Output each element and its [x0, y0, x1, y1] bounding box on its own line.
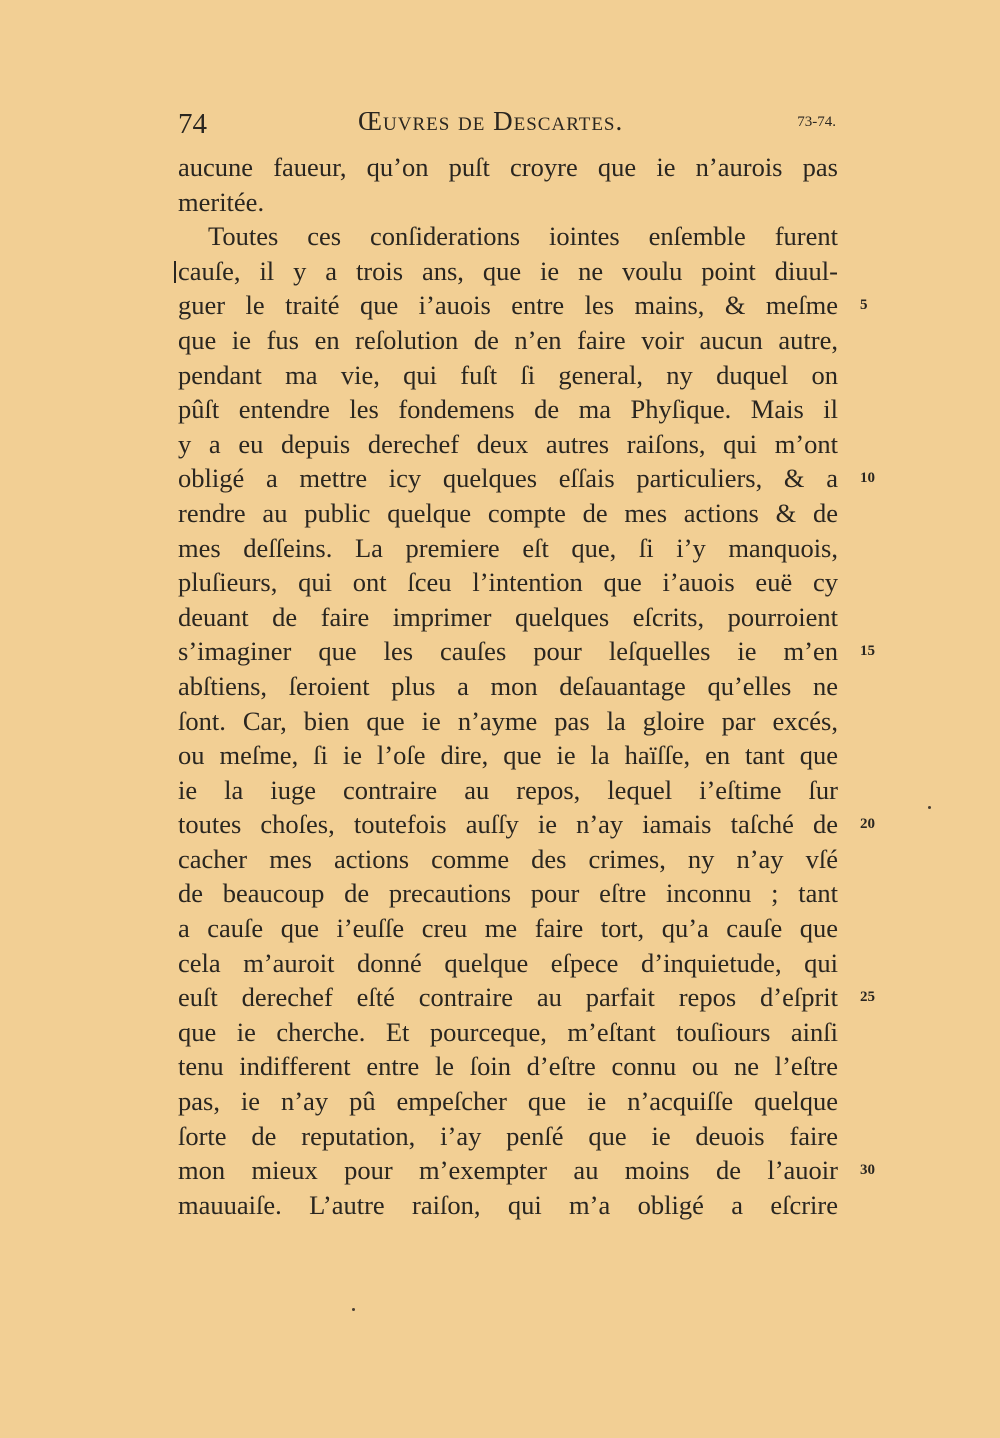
text-line: que ie fus en reſolution de n’en faire voir aucun autre,	[178, 324, 838, 355]
line-number: 5	[860, 297, 868, 314]
text-line: ſorte de reputation, i’ay penſé que ie deuois faire	[178, 1120, 838, 1151]
text-line: rendre au public quelque compte de mes actions & de	[178, 497, 838, 528]
text-line: aucune faueur, qu’on puſt croyre que ie n’aurois pas	[178, 152, 838, 182]
line-number: 30	[860, 1162, 875, 1179]
line-number: 10	[860, 470, 875, 487]
text-line: guer le traité que i’auois entre les mains, & meſme 5	[178, 288, 838, 323]
text-line: a cauſe que i’euſſe creu me faire tort, qu’a cauſe que	[178, 913, 838, 944]
text-line: meritée.	[178, 186, 265, 217]
text-line: pendant ma vie, qui fuſt ſi general, ny duquel on	[178, 359, 838, 390]
text-line: cacher mes actions comme des crimes, ny n’ay vſé	[178, 843, 838, 874]
page-number: 74	[178, 108, 207, 140]
text-line: pluſieurs, qui ont ſceu l’intention que i’auois euë cy	[178, 567, 838, 598]
text-line: obligé a mettre icy quelques eſſais particuliers, & a 10	[178, 461, 838, 496]
text-line: Toutes ces conſiderations iointes enſemble furent	[208, 221, 838, 252]
text-line: y a eu depuis derechef deux autres raiſons, qui m’ont	[178, 428, 838, 459]
line-number: 20	[860, 816, 875, 833]
text-line: pas, ie n’ay pû empeſcher que ie n’acquiſſe quelque	[178, 1086, 838, 1117]
text-line: cauſe, il y a trois ans, que ie ne voulu point diuul-	[178, 254, 838, 289]
page-break-mark	[174, 261, 176, 283]
text-line: s’imaginer que les cauſes pour leſquelles ie m’en 15	[178, 634, 838, 669]
text-line: que ie cherche. Et pourceque, m’eſtant touſiours ainſi	[178, 1016, 838, 1047]
text-line: abſtiens, ſeroient plus a mon deſauantage qu’elles ne	[178, 670, 838, 701]
text-line: pûſt entendre les fondemens de ma Phyſique. Mais il	[178, 394, 838, 425]
text-line: tenu indifferent entre le ſoin d’eſtre connu ou ne l’eſtre	[178, 1051, 838, 1082]
running-title: Œuvres de Descartes.	[358, 106, 624, 136]
text-line: toutes choſes, toutefois auſſy ie n’ay iamais taſché de 20	[178, 807, 838, 842]
text-line: mes deſſeins. La premiere eſt que, ſi i’y manquois,	[178, 532, 838, 563]
text-line: ſont. Car, bien que ie n’ayme pas la gloire par excés,	[178, 705, 838, 736]
paper-speck	[928, 806, 931, 809]
text-line: euſt derechef eſté contraire au parfait repos d’eſprit 25	[178, 980, 838, 1015]
text-line: mon mieux pour m’exempter au moins de l’auoir 30	[178, 1153, 838, 1188]
text-line: deuant de faire imprimer quelques eſcrits, pourroient	[178, 601, 838, 632]
line-number: 25	[860, 989, 875, 1006]
text-line: cela m’auroit donné quelque eſpece d’inquietude, qui	[178, 947, 838, 978]
text-line: mauuaiſe. L’autre raiſon, qui m’a obligé a eſcrire	[178, 1189, 838, 1220]
text-line: ie la iuge contraire au repos, lequel i’eſtime ſur	[178, 774, 838, 805]
text-line: de beaucoup de precautions pour eſtre inconnu ; tant	[178, 878, 838, 909]
page-header	[178, 104, 838, 144]
paper-speck	[352, 1308, 355, 1311]
text-line: ou meſme, ſi ie l’oſe dire, que ie la haïſſe, en tant que	[178, 740, 838, 771]
body-text	[178, 150, 875, 1222]
page-range: 73-74.	[797, 114, 836, 130]
line-number: 15	[860, 643, 875, 660]
